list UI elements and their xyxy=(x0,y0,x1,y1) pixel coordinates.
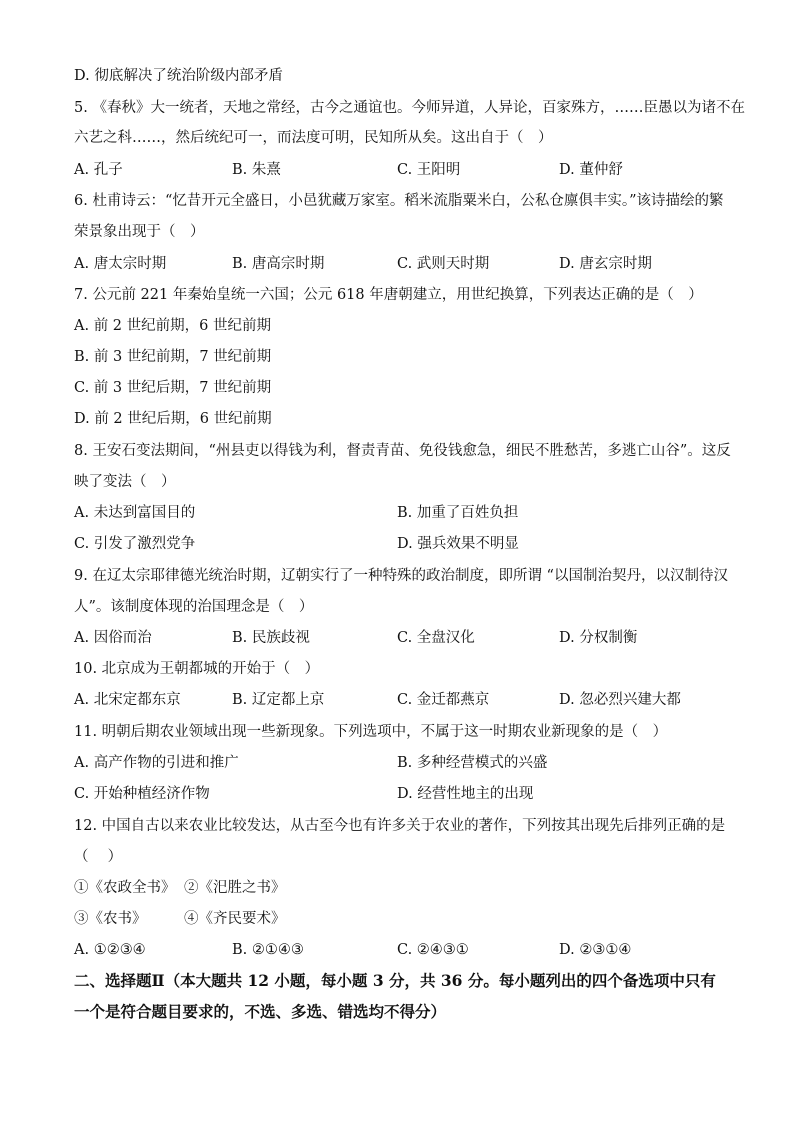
question-8-stem-line-2: 映了变法（ ） xyxy=(74,474,176,490)
question-5-option-b[interactable]: B. 朱熹 xyxy=(232,162,281,178)
question-4-option-d: D. 彻底解决了统治阶级内部矛盾 xyxy=(74,68,283,84)
question-10-option-d[interactable]: D. 忽必烈兴建大都 xyxy=(559,692,681,708)
question-8-stem-line-1: 8. 王安石变法期间，“州县吏以得钱为利，督责青苗、免役钱愈急，细民不胜愁苦，多逃亡山谷”。这反 xyxy=(74,443,731,459)
question-6-option-a[interactable]: A. 唐太宗时期 xyxy=(74,256,167,272)
question-6-option-b[interactable]: B. 唐高宗时期 xyxy=(232,256,325,272)
question-9-option-c[interactable]: C. 全盘汉化 xyxy=(397,630,475,646)
question-5-stem-line-1: 5. 《春秋》大一统者，天地之常经，古今之通谊也。今师异道，人异论，百家殊方，……臣愚以为诸不在 xyxy=(74,100,745,116)
question-8-option-d[interactable]: D. 强兵效果不明显 xyxy=(397,536,519,552)
question-9-option-a[interactable]: A. 因俗而治 xyxy=(74,630,152,646)
question-9-option-d[interactable]: D. 分权制衡 xyxy=(559,630,638,646)
question-6-option-c[interactable]: C. 武则天时期 xyxy=(397,256,490,272)
question-6-stem-line-1: 6. 杜甫诗云：“忆昔开元全盛日，小邑犹藏万家室。稻米流脂粟米白，公私仓廪俱丰实。”该诗描绘的繁 xyxy=(74,193,724,209)
question-11-stem: 11. 明朝后期农业领域出现一些新现象。下列选项中，不属于这一时期农业新现象的是（ ） xyxy=(74,724,668,740)
question-12-option-c[interactable]: C. ②④③① xyxy=(397,942,469,958)
question-9-option-b[interactable]: B. 民族歧视 xyxy=(232,630,310,646)
question-6-stem-line-2: 荣景象出现于（ ） xyxy=(74,224,205,240)
question-12-item-3: ③《农书》 xyxy=(74,911,147,927)
question-7-option-a[interactable]: A. 前 2 世纪前期，6 世纪前期 xyxy=(74,318,271,334)
question-9-stem-line-1: 9. 在辽太宗耶律德光统治时期，辽朝实行了一种特殊的政治制度，即所谓 “以国制治契丹，以汉制待汉 xyxy=(74,568,728,584)
question-5-option-a[interactable]: A. 孔子 xyxy=(74,162,123,178)
question-12-option-d[interactable]: D. ②③①④ xyxy=(559,942,632,958)
section-2-heading-line-1: 二、选择题Ⅱ（本大题共 12 小题，每小题 3 分，共 36 分。每小题列出的四个备选项中只有 xyxy=(74,971,716,990)
section-2-heading-line-2: 一个是符合题目要求的，不选、多选、错选均不得分） xyxy=(74,1002,447,1021)
question-12-stem-line-1: 12. 中国自古以来农业比较发达，从古至今也有许多关于农业的著作，下列按其出现先后排列正确的是 xyxy=(74,818,726,834)
question-11-option-c[interactable]: C. 开始种植经济作物 xyxy=(74,786,210,802)
question-8-option-b[interactable]: B. 加重了百姓负担 xyxy=(397,505,519,521)
question-11-option-a[interactable]: A. 高产作物的引进和推广 xyxy=(74,755,239,771)
question-12-stem-line-2: （ ） xyxy=(74,849,123,865)
question-10-option-a[interactable]: A. 北宋定都东京 xyxy=(74,692,181,708)
question-8-option-c[interactable]: C. 引发了激烈党争 xyxy=(74,536,196,552)
question-11-option-b[interactable]: B. 多种经营模式的兴盛 xyxy=(397,755,548,771)
question-7-stem: 7. 公元前 221 年秦始皇统一六国；公元 618 年唐朝建立，用世纪换算，下列表达正确的是（ ） xyxy=(74,287,703,303)
question-12-item-1: ①《农政全书》 xyxy=(74,880,176,896)
question-11-option-d[interactable]: D. 经营性地主的出现 xyxy=(397,786,534,802)
question-12-item-2: ②《汜胜之书》 xyxy=(184,880,286,896)
question-7-option-b[interactable]: B. 前 3 世纪前期，7 世纪前期 xyxy=(74,349,272,365)
question-8-option-a[interactable]: A. 未达到富国目的 xyxy=(74,505,196,521)
question-5-stem-line-2: 六艺之科……，然后统纪可一，而法度可明，民知所从矣。这出自于（ ） xyxy=(74,130,553,146)
question-12-option-a[interactable]: A. ①②③④ xyxy=(74,942,146,958)
question-6-option-d[interactable]: D. 唐玄宗时期 xyxy=(559,256,652,272)
question-9-stem-line-2: 人”。该制度体现的治国理念是（ ） xyxy=(74,599,314,615)
question-7-option-c[interactable]: C. 前 3 世纪后期，7 世纪前期 xyxy=(74,380,272,396)
question-12-option-b[interactable]: B. ②①④③ xyxy=(232,942,304,958)
question-10-option-b[interactable]: B. 辽定都上京 xyxy=(232,692,325,708)
question-7-option-d[interactable]: D. 前 2 世纪后期，6 世纪前期 xyxy=(74,411,272,427)
question-5-option-c[interactable]: C. 王阳明 xyxy=(397,162,461,178)
question-10-option-c[interactable]: C. 金迁都燕京 xyxy=(397,692,490,708)
question-10-stem: 10. 北京成为王朝都城的开始于（ ） xyxy=(74,661,320,677)
question-5-option-d[interactable]: D. 董仲舒 xyxy=(559,162,623,178)
question-12-item-4: ④《齐民要术》 xyxy=(184,911,286,927)
